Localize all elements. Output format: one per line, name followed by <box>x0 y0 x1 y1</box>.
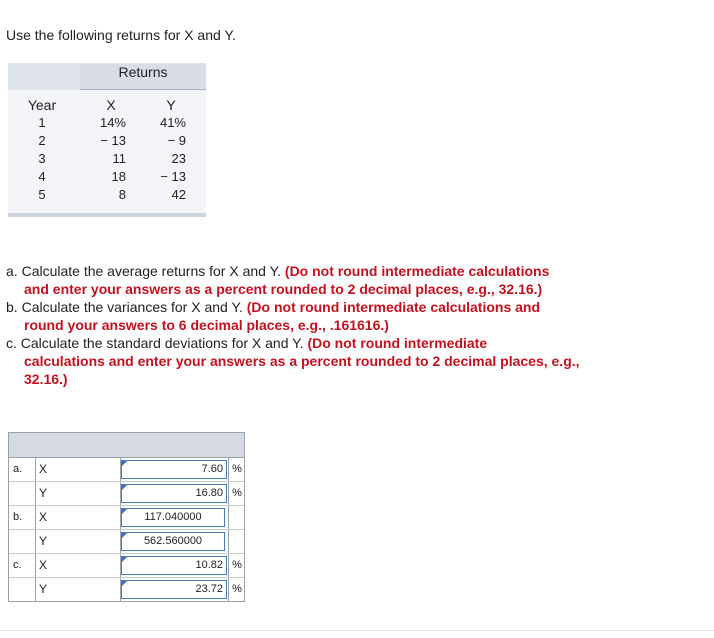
answer-unit: % <box>228 554 245 577</box>
question-b <box>6 298 646 334</box>
x-return-cell: − 13 <box>100 133 126 148</box>
answer-row-c-y <box>9 578 244 601</box>
x-header: X <box>106 97 116 113</box>
average-return-x-input[interactable]: 7.60 <box>121 460 227 479</box>
y-return-cell: 23 <box>171 151 186 166</box>
y-return-cell: − 13 <box>160 169 186 184</box>
x-column <box>88 96 134 204</box>
returns-table-bottom-rule <box>8 213 206 217</box>
question-c <box>6 334 646 388</box>
answer-unit: % <box>228 578 245 601</box>
question-a-note: (Do not round intermediate calculations <box>284 263 550 279</box>
returns-group-header: Returns <box>80 64 206 90</box>
x-return-cell: 14% <box>99 115 126 130</box>
question-a-text: Calculate the average returns for X and Y. <box>21 263 282 279</box>
answer-table-header <box>9 433 244 458</box>
question-a-label: a. <box>6 263 18 279</box>
question-c-note: (Do not round intermediate <box>307 335 488 351</box>
question-b-label: b. <box>6 299 18 315</box>
year-cell: 4 <box>38 169 46 184</box>
answer-part-label: a. <box>13 463 23 475</box>
year-header: Year <box>27 97 57 113</box>
average-return-y-input[interactable]: 16.80 <box>121 484 227 503</box>
question-a-note-cont: and enter your answers as a percent rounded to 2 decimal places, e.g., 32.16.) <box>24 281 543 297</box>
y-header: Y <box>166 97 176 113</box>
answer-variable: Y <box>35 482 113 505</box>
std-deviation-y-input[interactable]: 23.72 <box>121 580 227 599</box>
answer-variable: X <box>35 458 113 481</box>
answer-row-c-x <box>9 554 244 578</box>
year-cell: 1 <box>38 115 46 130</box>
y-return-cell: 42 <box>171 187 186 202</box>
y-column <box>148 96 194 204</box>
answer-row-a-y <box>9 482 244 506</box>
question-c-label: c. <box>6 335 17 351</box>
year-cell: 3 <box>38 151 46 166</box>
answer-row-b-y <box>9 530 244 554</box>
answer-table <box>8 432 245 602</box>
question-b-note-cont: round your answers to 6 decimal places, e.g., .161616.) <box>24 317 389 333</box>
answer-variable: X <box>35 506 113 529</box>
answer-unit: % <box>228 482 245 505</box>
answer-variable: Y <box>35 530 113 553</box>
answer-part-label: c. <box>13 559 22 571</box>
intro-text: Use the following returns for X and Y. <box>6 27 236 43</box>
answer-row-b-x <box>9 506 244 530</box>
question-c-note-cont: calculations and enter your answers as a percent rounded to 2 decimal places, e.g., <box>24 353 580 369</box>
year-column <box>22 96 62 204</box>
variance-y-input[interactable]: 562.560000 <box>121 532 225 551</box>
y-return-cell: − 9 <box>167 133 186 148</box>
question-a <box>6 262 646 298</box>
std-deviation-x-input[interactable]: 10.82 <box>121 556 227 575</box>
bottom-divider <box>0 630 714 631</box>
variance-x-input[interactable]: 117.040000 <box>121 508 225 527</box>
answer-unit <box>228 506 245 529</box>
answer-variable: Y <box>35 578 113 601</box>
answer-variable: X <box>35 554 113 577</box>
x-return-cell: 18 <box>111 169 126 184</box>
answer-unit <box>228 530 245 553</box>
x-return-cell: 8 <box>118 187 126 202</box>
question-b-text: Calculate the variances for X and Y. <box>21 299 243 315</box>
y-return-cell: 41% <box>159 115 186 130</box>
question-c-text: Calculate the standard deviations for X and Y. <box>20 335 304 351</box>
year-cell: 2 <box>38 133 46 148</box>
answer-part-label: b. <box>13 511 23 523</box>
answer-unit: % <box>228 458 245 481</box>
question-b-note: (Do not round intermediate calculations and <box>246 299 541 315</box>
answer-row-a-x <box>9 458 244 482</box>
question-c-note-end: 32.16.) <box>24 371 68 387</box>
year-cell: 5 <box>38 187 46 202</box>
x-return-cell: 11 <box>112 151 126 166</box>
